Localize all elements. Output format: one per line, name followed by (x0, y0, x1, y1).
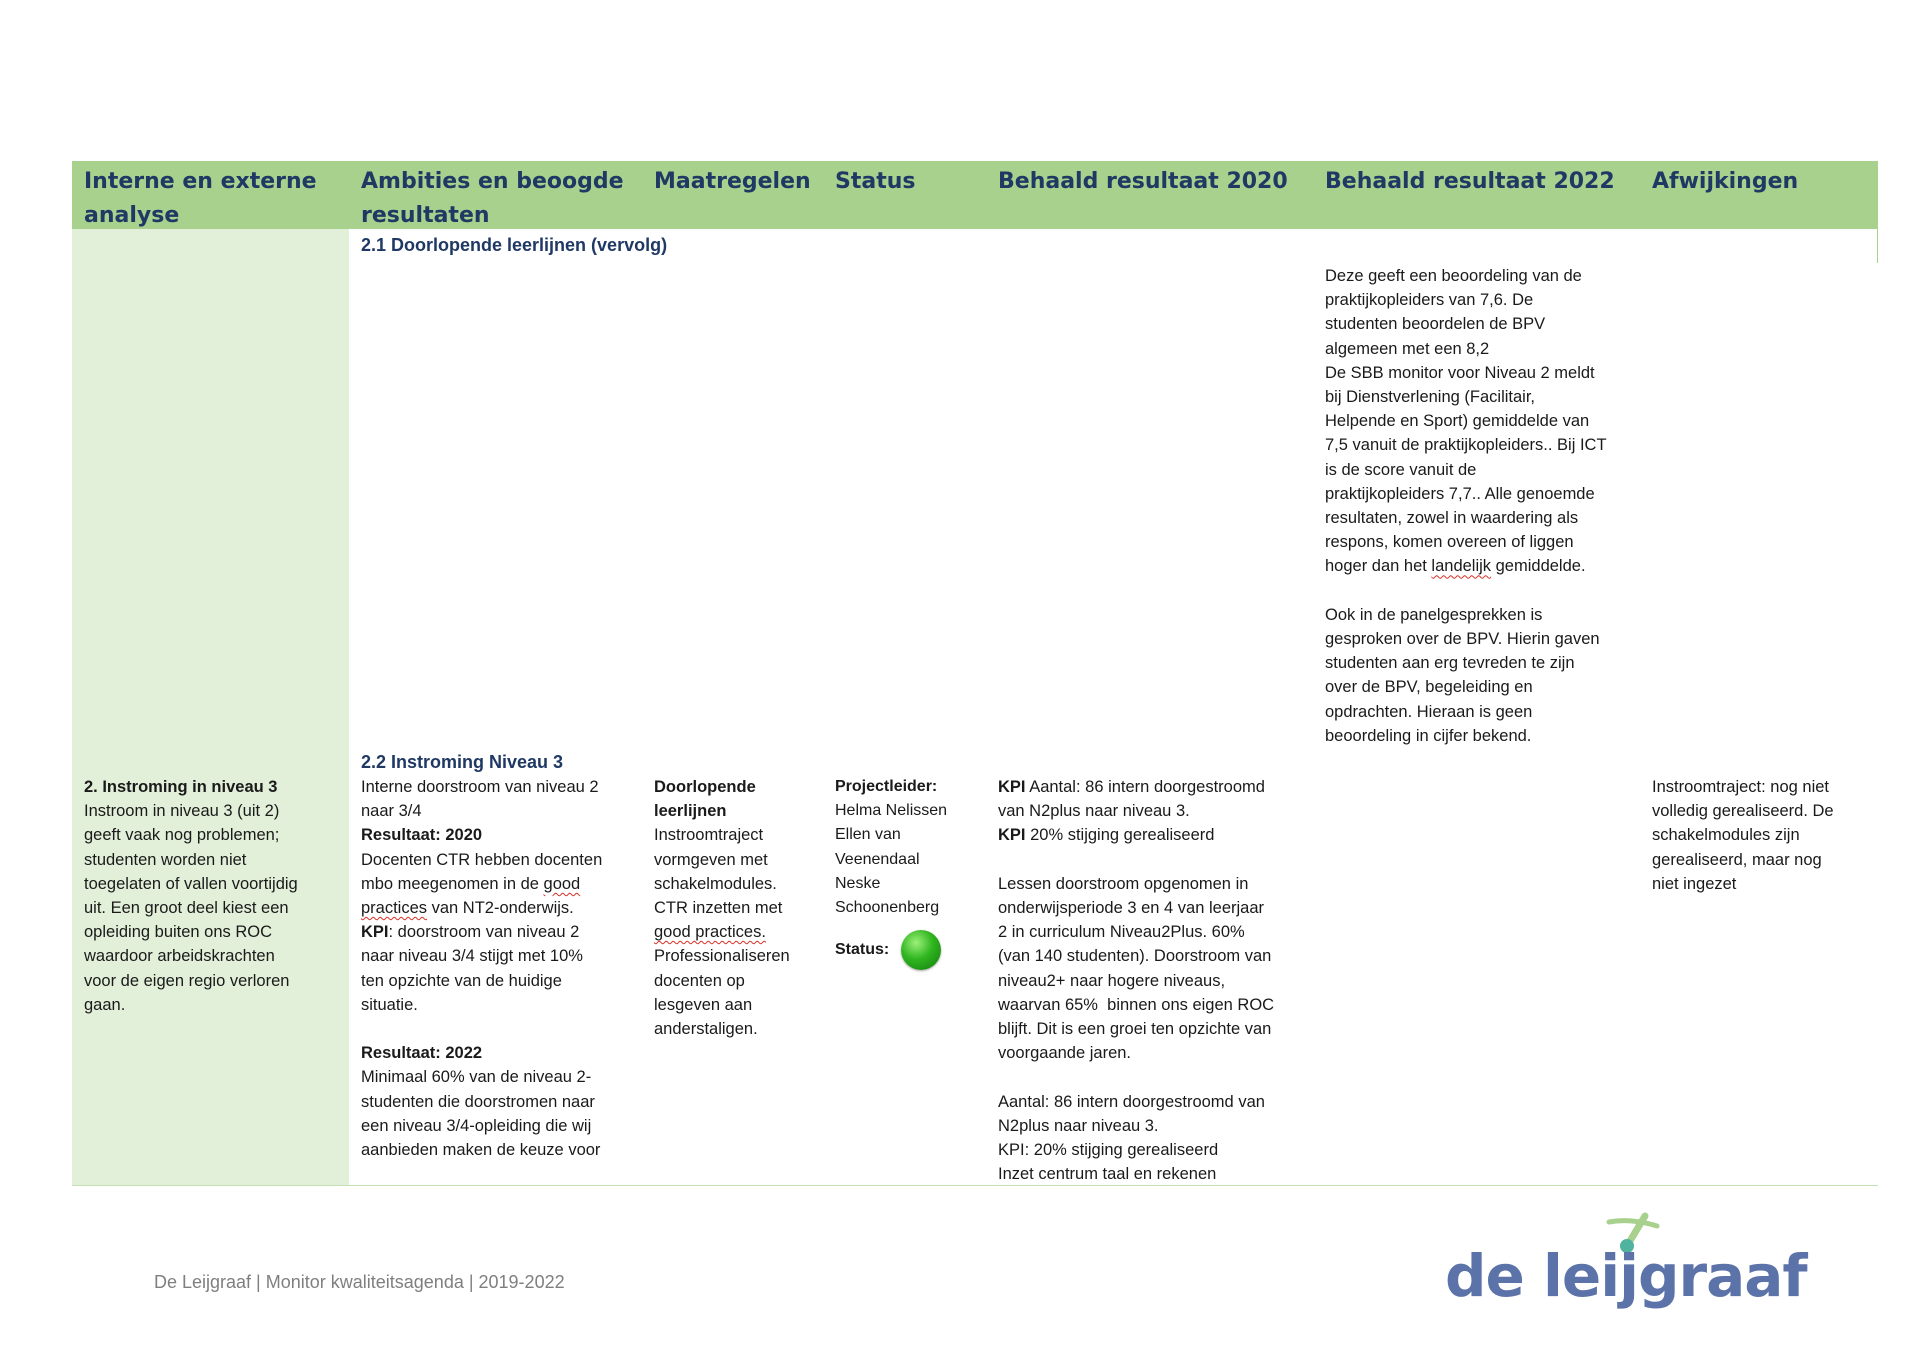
header-status: Status (835, 169, 916, 194)
leijgraaf-logo: de leijgraaf (1445, 1202, 1775, 1312)
header-resultaat-2020: Behaald resultaat 2020 (998, 169, 1288, 194)
status-instroming: Projectleider: Helma Nelissen Ellen van Veenendaal Neske Schoonenberg Status: (835, 775, 990, 970)
table-header-row (72, 161, 1878, 229)
table-bottom-border (72, 1185, 1878, 1186)
header-analyse: Interne en externe analyse (84, 169, 317, 228)
analysis-instroming: 2. Instroming in niveau 3 Instroom in niveau 3 (uit 2) geeft vaak nog problemen; studenten worden niet toegelaten of vallen voortijdig uit. Een groot deel kiest een opleiding buiten ons ROC waardoor arbeidskrachten voor de eigen regio verloren gaan. (84, 778, 298, 1014)
section-title-2-2: 2.2 Instroming Niveau 3 (361, 752, 564, 772)
header-resultaat-2022: Behaald resultaat 2022 (1325, 169, 1615, 194)
footer-text: De Leijgraaf | Monitor kwaliteitsagenda | 2019-2022 (154, 1272, 565, 1292)
projectleider-label: Projectleider: (835, 778, 938, 795)
section-title-2-1: 2.1 Doorlopende leerlijnen (vervolg) (361, 235, 668, 255)
measures-instroming: Doorlopende leerlijnen Instroomtraject vormgeven met schakelmodules. CTR inzetten met good practices. Professionaliseren docenten op lesgeven aan anderstaligen. (654, 778, 790, 1039)
status-label: Status: (835, 941, 890, 959)
header-afwijkingen: Afwijkingen (1652, 169, 1799, 194)
header-ambities: Ambities en beoogde resultaten (361, 169, 624, 228)
ambitions-instroming: Interne doorstroom van niveau 2 naar 3/4 Resultaat: 2020 Docenten CTR hebben docenten mbo meegenomen in de good practices van NT2-onderwijs. KPI: doorstroom van niveau 2 naar niveau 3/4 stijgt met 10% ten opzichte van de huidige situatie. Resultaat: 2022 Minimaal 60% van de niveau 2- studenten die doorstromen naar een niveau 3/4-opleiding die wij aanbieden maken de keuze voor (361, 778, 603, 1160)
analysis-column-background (72, 229, 349, 1186)
result-2022-bpv: Deze geeft een beoordeling van de praktijkopleiders van 7,6. De studenten beoordelen de BPV algemeen met een 8,2 De SBB monitor voor Niveau 2 meldt bij Dienstverlening (Facilitair, Helpende en Sport) gemiddelde van 7,5 vanuit de praktijkopleiders.. Bij ICT is de score vanuit de praktijkopleiders 7,7.. Alle genoemde resultaten, zowel in waardering als respons, komen overeen of liggen hoger dan het landelijk gemiddelde. Ook in de panelgesprekken is gesproken over de BPV. Hierin gaven studenten aan erg tevreden te zijn over de BPV, begeleiding en opdrachten. Hieraan is geen beoordeling in cijfer bekend. (1325, 267, 1607, 745)
kwaliteitsagenda-table (72, 161, 1878, 1186)
header-maatregelen: Maatregelen (654, 169, 811, 194)
deviations-instroming: Instroomtraject: nog niet volledig gerealiseerd. De schakelmodules zijn gerealiseerd, maar nog niet ingezet (1652, 778, 1834, 893)
result-2020-instroming: KPI Aantal: 86 intern doorgestroomd van N2plus naar niveau 3. KPI 20% stijging gerealiseerd Lessen doorstroom opgenomen in onderwijsperiode 3 en 4 van leerjaar 2 in curriculum Niveau2Plus. 60% (van 140 studenten). Doorstroom van niveau2+ naar hogere niveaus, waarvan 65% binnen ons eigen ROC blijft. Dit is een groei ten opzichte van voorgaande jaren. Aantal: 86 intern doorgestroomd van N2plus naar niveau 3. KPI: 20% stijging gerealiseerd Inzet centrum taal en rekenen (998, 778, 1275, 1184)
table-border (1877, 229, 1878, 263)
status-green-indicator (901, 930, 941, 970)
